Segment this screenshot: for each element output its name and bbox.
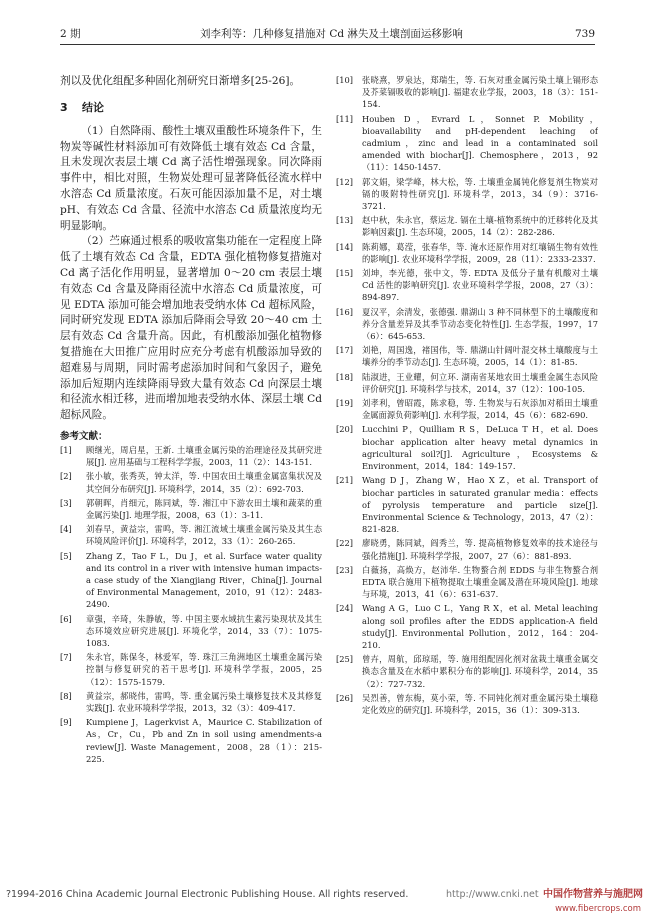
reference-text: Wang D J，Zhang W，Hao X Z，et al. Transport of biochar particles in saturated granular media：effects of pyrolysis temperature and particle size[J]. Environmental Science & Technology，2013，47（2）：821-828. bbox=[362, 475, 598, 535]
reference-item bbox=[60, 550, 322, 611]
reference-item bbox=[336, 113, 598, 174]
reference-number: [3] bbox=[60, 497, 72, 508]
reference-number: [25] bbox=[336, 654, 354, 665]
reference-number: [20] bbox=[336, 424, 354, 435]
reference-number: [8] bbox=[60, 690, 72, 701]
reference-text: 郭朝晖，肖细元，陈同斌，等. 湘江中下游农田土壤和蔬菜的重金属污染[J]. 地理学报，2008，63（1）：3-11. bbox=[86, 497, 322, 520]
references-list-right bbox=[336, 74, 598, 716]
reference-text: 刘艳，周国逸，褚国伟，等. 鼎湖山针阔叶混交林土壤酸度与土壤养分的季节动态[J]. 生态环境，2005，14（1）：81-85. bbox=[362, 345, 598, 368]
reference-number: [18] bbox=[336, 371, 354, 382]
reference-number: [12] bbox=[336, 176, 354, 187]
reference-item bbox=[336, 653, 598, 690]
reference-text: 吴烈善，曾东梅，莫小荣，等. 不同钝化剂对重金属污染土壤稳定化效应的研究[J]. 环境科学，2015，36（1）：309-313. bbox=[362, 692, 598, 715]
section-title: 结论 bbox=[82, 100, 104, 114]
reference-item bbox=[336, 74, 598, 111]
references-list-left bbox=[60, 444, 322, 765]
reference-item bbox=[336, 602, 598, 651]
conclusion-paragraph-2: （2）苎麻通过根系的吸收富集功能在一定程度上降低了土壤有效态 Cd 含量，EDTA 强化植物修复措施对 Cd 离子活化作用明显，显著增加 0～20 cm 表层土壤有效态 Cd 含量及降雨径流中水溶态 Cd 质量浓度，可见 EDTA 添加可能会增加地表受纳水体 Cd 超标风险，同时研究发现 EDTA 添加后降雨会导致 20～40 cm 土层有效态 Cd 含量升高。因此，有机酸添加强化植物修复措施在大田推广应用时应充分考虑有机酸添加导致的超难易与周期，同时需考虑添加时间和气象因子，避免添加后短期内连续降雨导致大量有效态 Cd 向深层土壤和径流水相迁移，进而增加地表受纳水体、深层土壤 Cd 超标风险。 bbox=[60, 235, 322, 422]
reference-item bbox=[336, 241, 598, 265]
reference-item bbox=[336, 214, 598, 238]
reference-text: Lucchini P，Quilliam R S，DeLuca T H，et al. Does biochar application alter heavy metal dynamics in agricultural soil?[J]. Agriculture，Ecosystems & Environment，2014，184：149-157. bbox=[362, 424, 598, 472]
reference-text: 陆淑进，王业耀，何立环. 湖南省某地农田土壤重金属生态风险评价研究[J]. 环境科学与技术，2014，37（12）：100-105. bbox=[362, 371, 598, 394]
reference-number: [11] bbox=[336, 113, 354, 124]
reference-item bbox=[60, 690, 322, 714]
conclusion-paragraph-1: （1）自然降雨、酸性土壤双重酸性环境条件下，生物炭等碱性材料添加可有效降低土壤有效态 Cd 含量，且未发现次表层土壤 Cd 离子活性增强现象。同次降雨事件中，相比对照，生物炭处理可显著降低径流水样中水溶态 Cd 质量浓度。石灰可能因添加量不足，对土壤 pH、有效态 Cd 含量、径流中水溶态 Cd 质量浓度均无明显影响。 bbox=[60, 124, 322, 232]
running-title: 刘李利等：几种修复措施对 Cd 淋失及土壤剖面运移影响 bbox=[200, 28, 463, 40]
reference-item bbox=[336, 692, 598, 716]
reference-item bbox=[336, 564, 598, 601]
reference-item bbox=[60, 523, 322, 547]
reference-text: 陈莉娜，葛滢，张春华，等. 淹水还原作用对红壤镉生物有效性的影响[J]. 农业环境科学学报，2009，28（11）：2333-2337. bbox=[362, 241, 598, 264]
reference-text: Wang A G，Luo C L，Yang R X，et al. Metal leaching along soil profiles after the EDDS application-A field study[J]. Environmental Pollution，2012，164：204-210. bbox=[362, 603, 598, 650]
reference-text: Zhang Z，Tao F L，Du J，et al. Surface water quality and its control in a river with intensive human impacts-a case study of the Xiangjiang River，China[J]. Journal of Environmental Management，2010，91（12）：2483-2490. bbox=[86, 550, 322, 610]
reference-number: [6] bbox=[60, 613, 72, 624]
reference-text: Kumpiene J，Lagerkvist A，Maurice C. Stabilization of As，Cr，Cu，Pb and Zn in soil using amendments-a review[J]. Waste Management，2008，28（1）：215-225. bbox=[86, 717, 322, 764]
reference-item bbox=[336, 371, 598, 395]
reference-text: Houben D，Evrard L，Sonnet P. Mobility，bioavailability and pH-dependent leaching of cadmium，zinc and lead in a contaminated soil amended with biochar[J]. Chemosphere，2013，92（11）：1450-1457. bbox=[362, 113, 598, 173]
reference-number: [21] bbox=[336, 475, 354, 486]
running-header bbox=[60, 24, 595, 45]
section-heading bbox=[60, 100, 322, 116]
reference-number: [14] bbox=[336, 241, 354, 252]
reference-text: 曾卉，周航，邱琼瑶，等. 施用组配固化剂对盆栽土壤重金属交换态含量及在水稻中累积分布的影响[J]. 环境科学，2014，35（2）：727-732. bbox=[362, 654, 598, 689]
reference-number: [23] bbox=[336, 564, 354, 575]
reference-text: 郭文娟，梁学峰，林大松，等. 土壤重金属钝化修复剂生物炭对镉的吸附特性研究[J]. 环境科学，2013，34（9）：3716-3721. bbox=[362, 176, 598, 212]
reference-number: [19] bbox=[336, 398, 354, 409]
reference-text: 刘春早，黄益宗，雷鸣，等. 湘江流域土壤重金属污染及其生态环境风险评价[J]. 环境科学，2012，33（1）：260-265. bbox=[86, 524, 322, 547]
reference-item bbox=[336, 306, 598, 343]
reference-number: [22] bbox=[336, 538, 354, 549]
reference-item bbox=[336, 474, 598, 535]
left-column bbox=[60, 74, 322, 767]
reference-number: [13] bbox=[336, 215, 354, 226]
reference-number: [1] bbox=[60, 444, 72, 455]
reference-text: 章强，辛琦，朱静敏，等. 中国主要水域抗生素污染现状及其生态环境效应研究进展[J]. 环境化学，2014，33（7）：1075-1083. bbox=[86, 613, 322, 648]
reference-item bbox=[60, 651, 322, 688]
reference-number: [5] bbox=[60, 550, 72, 561]
reference-text: 廖晓勇，陈同斌，阎秀兰，等. 提高植物修复效率的技术途径与强化措施[J]. 环境科学学报，2007，27（6）：881-893. bbox=[362, 538, 598, 561]
reference-number: [16] bbox=[336, 306, 354, 317]
reference-text: 赵中秋，朱永官，蔡运龙. 镉在土壤-植物系统中的迁移转化及其影响因素[J]. 生态环境，2005，14（2）：282-286. bbox=[362, 215, 598, 238]
right-column bbox=[336, 74, 598, 718]
reference-text: 白薇扬，高焕方，赵沛华. 生物螯合剂 EDDS 与非生物螯合剂 EDTA 联合施用下植物提取土壤重金属及潜在环境风险[J]. 地球与环境，2013，41（6）：631-637. bbox=[362, 564, 598, 600]
reference-text: 夏汉平，余清发，张德强. 鼎湖山 3 种不同林型下的土壤酸度和养分含量差异及其季节动态变化特性[J]. 生态学报，1997，17（6）：645-653. bbox=[362, 306, 598, 342]
references-title: 参考文献： bbox=[60, 430, 108, 442]
intro-paragraph: 剂以及优化组配多种固化剂研究日渐增多[25-26]。 bbox=[60, 75, 301, 87]
reference-number: [10] bbox=[336, 75, 354, 85]
reference-item bbox=[60, 497, 322, 521]
reference-item bbox=[60, 716, 322, 765]
reference-item bbox=[336, 344, 598, 368]
reference-item bbox=[60, 444, 322, 468]
copyright-notice: ?1994-2016 China Academic Journal Electronic Publishing House. All rights reserved. bbox=[6, 889, 409, 900]
watermark-logo: 中国作物营养与施肥网 bbox=[543, 889, 643, 900]
reference-text: 刘坤，李光德，张中文，等. EDTA 及低分子量有机酸对土壤 Cd 活性的影响研究[J]. 农业环境科学学报，2008，27（3）：894-897. bbox=[362, 268, 598, 303]
reference-item bbox=[336, 176, 598, 213]
reference-text: 张晓熹，罗泉达，郑瑞生，等. 石灰对重金属污染土壤上镉形态及芥菜镉吸收的影响[J]. 福建农业学报，2003，18（3）：151-154. bbox=[362, 75, 598, 110]
reference-number: [4] bbox=[60, 524, 72, 535]
reference-number: [2] bbox=[60, 471, 72, 482]
reference-number: [17] bbox=[336, 345, 354, 356]
reference-number: [7] bbox=[60, 652, 72, 663]
reference-item bbox=[60, 613, 322, 650]
reference-item bbox=[336, 423, 598, 472]
page-footer bbox=[6, 886, 643, 904]
reference-item bbox=[336, 537, 598, 561]
issue-label: 2 期 bbox=[60, 28, 81, 40]
reference-text: 朱永官，陈保冬，林爱军，等. 珠江三角洲地区土壤重金属污染控制与修复研究的若干思考[J]. 环境科学学报，2005，25（12）：1575-1579. bbox=[86, 652, 322, 687]
section-number: 3 bbox=[60, 100, 68, 114]
reference-item bbox=[336, 397, 598, 421]
reference-number: [9] bbox=[60, 717, 72, 728]
reference-number: [15] bbox=[336, 268, 354, 279]
page-number: 739 bbox=[574, 28, 595, 40]
watermark-url: www.fibercrops.com bbox=[555, 904, 641, 914]
reference-text: 顾继光，周启星，王新. 土壤重金属污染的治理途径及其研究进展[J]. 应用基础与工程科学学报，2003，11（2）：143-151. bbox=[86, 444, 322, 468]
reference-number: [26] bbox=[336, 692, 354, 703]
reference-text: 刘孝利，曾昭霞，陈求稳，等. 生物炭与石灰添加对稻田土壤重金属面源负荷影响[J]. 水利学报，2014，45（6）：682-690. bbox=[362, 398, 598, 421]
reference-number: [24] bbox=[336, 603, 354, 614]
reference-text: 黄益宗，郝晓伟，雷鸣，等. 重金属污染土壤修复技术及其修复实践[J]. 农业环境科学学报，2013，32（3）：409-417. bbox=[86, 690, 322, 713]
reference-item bbox=[60, 470, 322, 494]
reference-item bbox=[336, 267, 598, 304]
cnki-link[interactable]: http://www.cnki.net bbox=[446, 889, 539, 900]
reference-text: 张小敏，张秀英，钟太洋，等. 中国农田土壤重金属富集状况及其空间分布研究[J]. 环境科学，2014，35（2）：692-703. bbox=[86, 471, 322, 494]
